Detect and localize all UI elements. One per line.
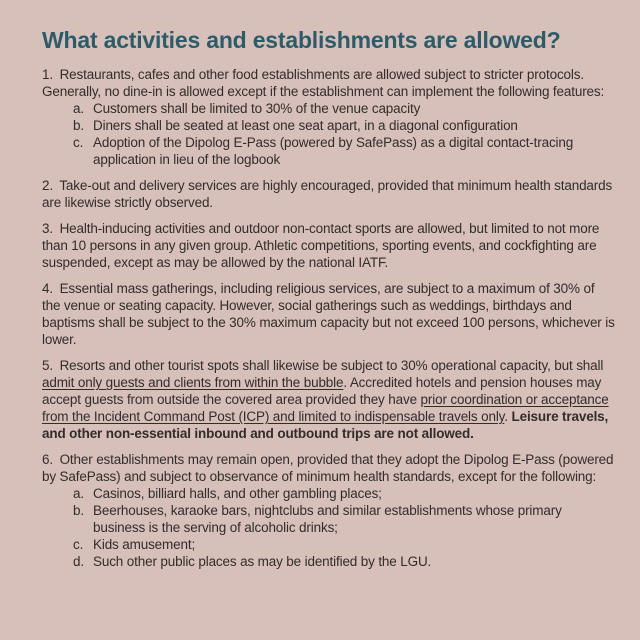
section-item-5 xyxy=(42,357,616,442)
sub-item-6a-text: Casinos, billiard halls, and other gambling places; xyxy=(93,486,382,501)
section-item-2 xyxy=(42,177,616,211)
sub-item-1b xyxy=(73,117,616,134)
sub-item-1a xyxy=(73,100,616,117)
item-5-segment-normal: . xyxy=(504,409,512,424)
numbered-item-5 xyxy=(42,357,616,442)
sub-item-6b-letter: b. xyxy=(73,503,84,518)
sub-item-6c-letter: c. xyxy=(73,537,84,552)
sub-item-1b-letter: b. xyxy=(73,118,84,133)
numbered-item-2 xyxy=(42,177,616,211)
numbered-item-3 xyxy=(42,220,616,271)
item-5-segment-bold: Leisure travels, and other non-essential inbound and outbound trips are not allowed. xyxy=(42,409,609,441)
sub-item-6d xyxy=(73,553,616,570)
item-4-text: Essential mass gatherings, including religious services, are subject to a maximum of 30% of the venue or seating capacity. However, social gatherings such as weddings, birthdays and baptisms shall be subject to the 30% maximum capacity but not exceed 100 persons, whichever is lower. xyxy=(42,281,615,347)
numbered-item-6 xyxy=(42,451,616,485)
item-6-number: 6. xyxy=(42,452,53,467)
item-5-segment-underlined: admit only guests and clients from within the bubble xyxy=(42,375,344,390)
sub-item-6b-text: Beerhouses, karaoke bars, nightclubs and similar establishments whose primary business is the serving of alcoholic drinks; xyxy=(93,503,562,535)
sub-item-6c-text: Kids amusement; xyxy=(93,537,196,552)
item-3-text: Health-inducing activities and outdoor non-contact sports are allowed, but limited to not more than 10 persons in any given group. Athletic competitions, sporting events, and cockfighting are suspended, except as may be allowed by the national IATF. xyxy=(42,221,600,270)
item-5-segment-normal: . Accredited hotels and pension houses may accept guests from outside the covered area provided they have xyxy=(42,375,602,407)
page-title: What activities and establishments are allowed? xyxy=(42,27,561,53)
item-5-segment-normal: Resorts and other tourist spots shall likewise be subject to 30% operational capacity, but shall xyxy=(59,358,604,373)
sub-item-6d-letter: d. xyxy=(73,554,84,569)
item-5-number: 5. xyxy=(42,358,53,373)
sub-item-1a-text: Customers shall be limited to 30% of the venue capacity xyxy=(93,101,421,116)
section-item-3 xyxy=(42,220,616,271)
item-4-number: 4. xyxy=(42,281,53,296)
item-1-text: Restaurants, cafes and other food establishments are allowed subject to stricter protocols. Generally, no dine-in is allowed except if the establishment can implement the following features: xyxy=(42,67,605,99)
numbered-item-1 xyxy=(42,66,616,100)
item-5-segment-underlined: prior coordination or acceptance from the Incident Command Post (ICP) and limited to indispensable travels only xyxy=(42,392,609,424)
sub-item-1b-text: Diners shall be seated at least one seat apart, in a diagonal configuration xyxy=(93,118,518,133)
sub-item-6a xyxy=(73,485,616,502)
sub-item-6a-letter: a. xyxy=(73,486,84,501)
section-item-4 xyxy=(42,280,616,348)
item-6-sublist xyxy=(42,485,616,570)
sub-item-1c-text: Adoption of the Dipolog E-Pass (powered by SafePass) as a digital contact-tracing application in lieu of the logbook xyxy=(93,135,574,167)
section-item-1 xyxy=(42,66,616,168)
item-2-text: Take-out and delivery services are highly encouraged, provided that minimum health standards are likewise strictly observed. xyxy=(42,178,613,210)
numbered-item-4 xyxy=(42,280,616,348)
item-3-number: 3. xyxy=(42,221,53,236)
sub-item-1a-letter: a. xyxy=(73,101,84,116)
item-1-sublist xyxy=(42,100,616,168)
item-6-text: Other establishments may remain open, provided that they adopt the Dipolog E-Pass (powered by SafePass) and subject to observance of minimum health standards, except for the following: xyxy=(42,452,614,484)
sub-item-1c-letter: c. xyxy=(73,135,84,150)
section-item-6 xyxy=(42,451,616,570)
sub-item-1c xyxy=(73,134,616,168)
item-1-number: 1. xyxy=(42,67,53,82)
sub-item-6d-text: Such other public places as may be identified by the LGU. xyxy=(93,554,432,569)
sub-item-6b xyxy=(73,502,616,536)
sub-item-6c xyxy=(73,536,616,553)
item-2-number: 2. xyxy=(42,178,53,193)
